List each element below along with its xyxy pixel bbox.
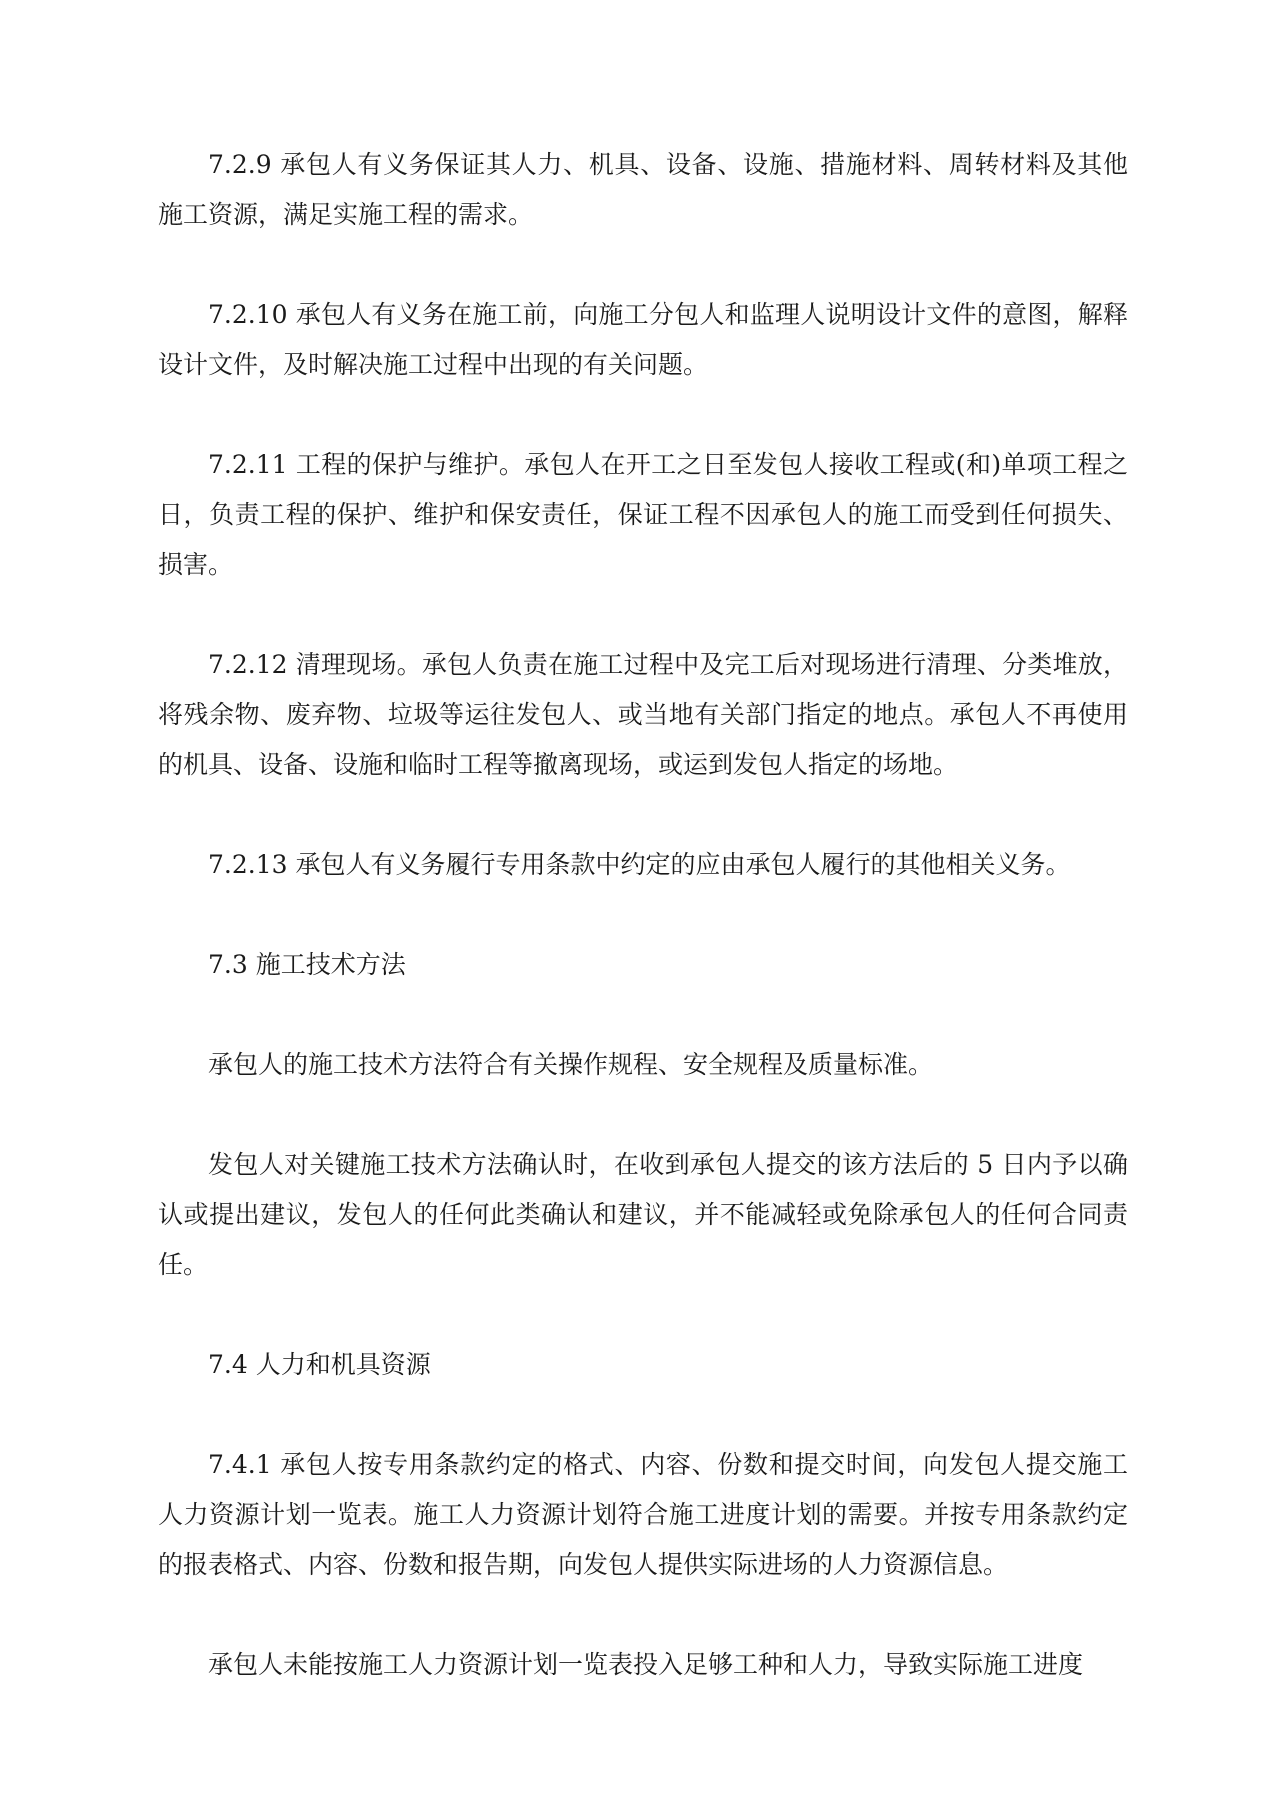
section-heading-7-3: 7.3 施工技术方法 [208,950,406,979]
paragraph-insufficient-labor: 承包人未能按施工人力资源计划一览表投入足够工种和人力，导致实际施工进度 [208,1650,1084,1679]
document-page [158,140,1128,1740]
clause-7-4-1: 7.4.1 承包人按专用条款约定的格式、内容、份数和提交时间，向发包人提交施工人力资源计划一览表。施工人力资源计划符合施工进度计划的需要。并按专用条款约定的报表格式、内容、份数和报告期，向发包人提供实际进场的人力资源信息。 [158,1450,1128,1579]
clause-7-2-11: 7.2.11 工程的保护与维护。承包人在开工之日至发包人接收工程或(和)单项工程之日，负责工程的保护、维护和保安责任，保证工程不因承包人的施工而受到任何损失、损害。 [158,450,1128,579]
paragraph-technical-methods: 承包人的施工技术方法符合有关操作规程、安全规程及质量标准。 [208,1050,934,1079]
clause-7-2-9: 7.2.9 承包人有义务保证其人力、机具、设备、设施、措施材料、周转材料及其他施工资源，满足实施工程的需求。 [158,150,1128,229]
clause-7-2-13: 7.2.13 承包人有义务履行专用条款中约定的应由承包人履行的其他相关义务。 [208,850,1071,879]
section-heading-7-4: 7.4 人力和机具资源 [208,1350,431,1379]
clause-7-2-10: 7.2.10 承包人有义务在施工前，向施工分包人和监理人说明设计文件的意图，解释设计文件，及时解决施工过程中出现的有关问题。 [158,300,1128,379]
paragraph-method-confirmation: 发包人对关键施工技术方法确认时，在收到承包人提交的该方法后的 5 日内予以确认或提出建议，发包人的任何此类确认和建议，并不能减轻或免除承包人的任何合同责任。 [158,1150,1128,1279]
clause-7-2-12: 7.2.12 清理现场。承包人负责在施工过程中及完工后对现场进行清理、分类堆放，将残余物、废弃物、垃圾等运往发包人、或当地有关部门指定的地点。承包人不再使用的机具、设备、设施和临时工程等撤离现场，或运到发包人指定的场地。 [158,650,1128,779]
